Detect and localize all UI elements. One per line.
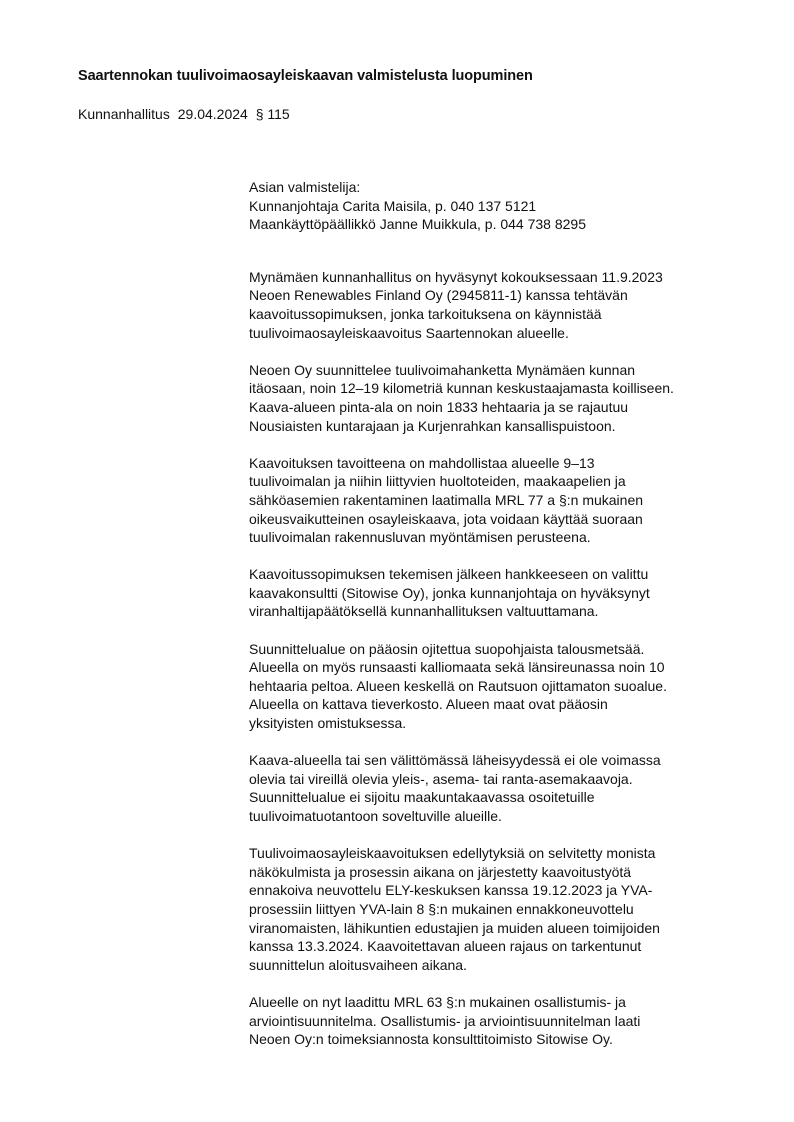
paragraph [249,454,749,547]
document-title: Saartennokan tuulivoimaosayleiskaavan valmistelusta luopuminen [78,68,533,84]
paragraph-line: Alueella on kattava tieverkosto. Alueen maat ovat pääosin [249,696,608,713]
paragraph-line: Neoen Oy:n toimeksiannosta konsulttitoimisto Sitowise Oy. [249,1031,613,1048]
paragraph-line: kaavakonsultti (Sitowise Oy), jonka kunnanjohtaja on hyväksynyt [249,584,650,601]
meeting-body: Kunnanhallitus [78,106,170,122]
meeting-date: 29.04.2024 [177,106,248,122]
preparer-line: Kunnanjohtaja Carita Maisila, p. 040 137 5121 [249,197,537,214]
paragraph [249,640,749,733]
paragraph-line: oikeusvaikutteinen osayleiskaava, jota voidaan käyttää suoraan [249,510,643,527]
paragraph-line: itäosaan, noin 12–19 kilometriä kunnan keskustaajamasta koilliseen. [249,380,674,397]
paragraph-line: Neoen Renewables Finland Oy (2945811-1) kanssa tehtävän [249,287,628,304]
paragraph-line: tuulivoimaosayleiskaavoitus Saartennokan alueelle. [249,324,569,341]
paragraph [249,361,749,435]
paragraph-line: arviointisuunnitelma. Osallistumis- ja arviointisuunnitelman laati [249,1012,641,1029]
paragraph-line: sähköasemien rakentaminen laatimalla MRL 77 a §:n mukainen [249,491,644,508]
preparer-heading: Asian valmistelija: [249,179,361,195]
paragraph-line: prosessiin liittyen YVA-lain 8 §:n mukainen ennakkoneuvottelu [249,900,634,917]
paragraph [249,565,749,621]
paragraph-line: Kaavoituksen tavoitteena on mahdollistaa alueelle 9–13 [249,454,595,471]
paragraph-line: yksityisten omistuksessa. [249,715,407,732]
paragraph-line: tuulivoimalan ja niihin liittyvien huoltoteiden, maakaapelien ja [249,473,626,490]
paragraph-line: ennakoiva neuvottelu ELY-keskuksen kanssa 19.12.2023 ja YVA- [249,882,653,899]
paragraph-line: viranomaisten, lähikuntien edustajien ja muiden alueen toimijoiden [249,919,660,936]
meeting-line [78,106,294,122]
paragraph-line: viranhaltijapäätöksellä kunnanhallituksen valtuuttamana. [249,603,599,620]
paragraph-line: Kaava-alueen pinta-ala on noin 1833 hehtaaria ja se rajautuu [249,398,629,415]
paragraph-line: olevia tai vireillä olevia yleis-, asema- tai ranta-asemakaavoja. [249,770,633,787]
paragraph-line: tuulivoimalan rakennusluvan myöntämisen perusteena. [249,529,591,546]
paragraph-line: Nousiaisten kuntarajaan ja Kurjenrahkan kansallispuistoon. [249,417,616,434]
paragraph-line: Alueelle on nyt laadittu MRL 63 §:n mukainen osallistumis- ja [249,993,626,1010]
paragraph-line: kanssa 13.3.2024. Kaavoitettavan alueen rajaus on tarkentunut [249,938,642,955]
paragraph-line: Tuulivoimaosayleiskaavoituksen edellytyksiä on selvitetty monista [249,845,656,862]
paragraph [249,844,749,974]
paragraph-list [249,268,749,1049]
preparer-block [249,178,749,234]
paragraph-line: Suunnittelualue ei sijoitu maakuntakaavassa osoitetuille [249,789,595,806]
document-body [249,178,749,1067]
paragraph-line: Kaava-alueella tai sen välittömässä läheisyydessä ei ole voimassa [249,752,661,769]
paragraph-line: tuulivoimatuotantoon soveltuville alueille. [249,808,502,824]
paragraph [249,993,749,1049]
meeting-section: § 115 [255,106,290,122]
paragraph-line: Mynämäen kunnanhallitus on hyväsynyt kokouksessaan 11.9.2023 [249,268,663,285]
paragraph-line: näkökulmista ja prosessin aikana on järjestetty kaavoitustyötä [249,863,632,880]
paragraph-line: suunnittelun aloitusvaiheen aikana. [249,956,467,973]
paragraph [249,751,749,825]
preparer-line: Maankäyttöpäällikkö Janne Muikkula, p. 044 738 8295 [249,216,586,233]
paragraph-line: Suunnittelualue on pääosin ojitettua suopohjaista talousmetsää. [249,640,645,657]
paragraph-line: Neoen Oy suunnittelee tuulivoimahanketta Mynämäen kunnan [249,361,636,378]
paragraph-line: kaavoitussopimuksen, jonka tarkoituksena on käynnistää [249,305,602,322]
paragraph-line: hehtaaria peltoa. Alueen keskellä on Rautsuon ojittamaton suoalue. [249,677,667,694]
paragraph [249,268,749,342]
paragraph-line: Kaavoitussopimuksen tekemisen jälkeen hankkeeseen on valittu [249,566,649,583]
paragraph-line: Alueella on myös runsaasti kalliomaata sekä länsireunassa noin 10 [249,659,665,676]
